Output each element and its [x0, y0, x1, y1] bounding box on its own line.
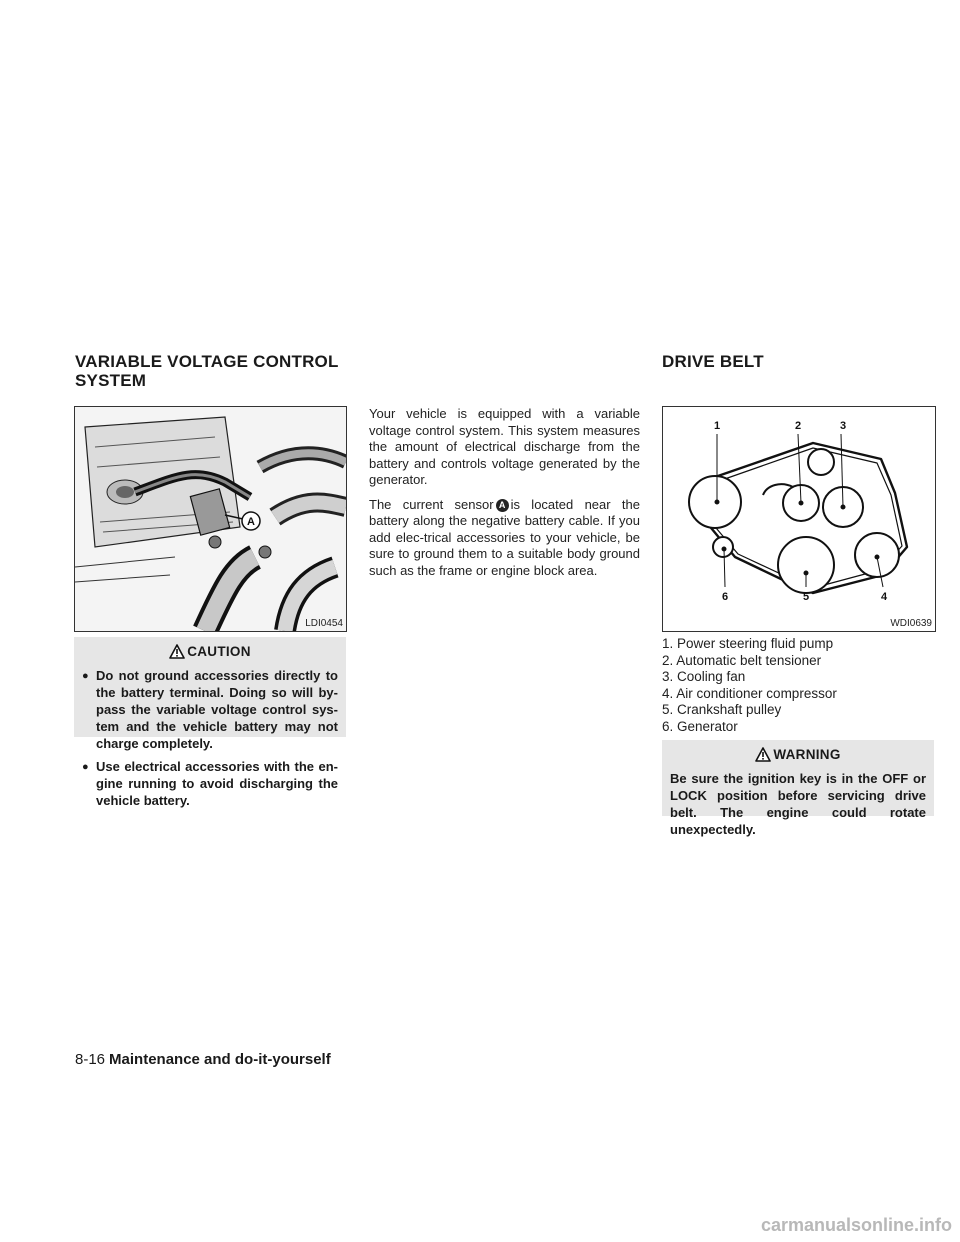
heading-drive-belt-text: DRIVE BELT: [662, 352, 764, 371]
warning-triangle-icon: [169, 644, 185, 663]
middle-body-text: [369, 406, 640, 587]
caution-item-text-2: Use electrical accessories with the en-gine running to avoid discharging the vehicle battery.: [96, 759, 338, 808]
section-heading-variable-voltage: [75, 352, 339, 390]
caution-item: [74, 667, 346, 758]
legend-item: 6. Generator: [662, 718, 738, 734]
diagram-label-2: 2: [794, 420, 802, 432]
warning-triangle-icon: [755, 747, 771, 766]
diagram-label-3: 3: [839, 420, 847, 432]
footer-section-title: Maintenance and do-it-yourself: [109, 1051, 331, 1068]
heading-line-1: VARIABLE VOLTAGE CONTROL: [75, 352, 339, 371]
drive-belt-legend: [662, 636, 837, 735]
caution-title: [74, 637, 346, 667]
heading-line-2: SYSTEM: [75, 371, 147, 390]
drive-belt-figure: [662, 406, 936, 632]
callout-a-label: A: [247, 516, 255, 528]
sensor-a-marker: A: [496, 499, 509, 512]
warning-text: Be sure the ignition key is in the OFF or LOCK position before servicing drive belt. The engine could rotate unexpectedly.: [670, 771, 926, 837]
caution-title-label: CAUTION: [187, 644, 251, 659]
warning-box: [662, 740, 934, 837]
legend-item: 5. Crankshaft pulley: [662, 702, 782, 717]
section-heading-drive-belt: [662, 352, 764, 371]
paragraph-1: Your vehicle is equipped with a variable voltage control system. This system measures the amount of electrical discharge from the battery and controls voltage generated by the generator.: [369, 406, 640, 487]
drive-belt-diagram: [663, 407, 935, 631]
figure-code-left: LDI0454: [305, 618, 343, 629]
watermark: carmanualsonline.info: [760, 1215, 952, 1235]
paragraph-2-after: is located near the battery along the negative battery cable. If you add elec-trical accessories to your vehicle, be sure to ground them to a suitable body ground such as the frame or engine block area.: [369, 496, 641, 578]
diagram-label-5: 5: [802, 591, 810, 603]
caution-item-text-1: Do not ground accessories directly to the battery terminal. Doing so will by-pass the variable voltage control sys-tem and the vehicle battery may not charge completely.: [96, 668, 338, 751]
diagram-label-1: 1: [713, 420, 721, 432]
caution-box: [74, 637, 346, 808]
legend-item: 1. Power steering fluid pump: [662, 636, 834, 651]
diagram-label-4: 4: [880, 591, 888, 603]
paragraph-2-before: The current sensor: [369, 496, 494, 512]
page-footer: [75, 1051, 331, 1068]
legend-item: 3. Cooling fan: [662, 669, 746, 684]
caution-item: [74, 758, 346, 815]
engine-bay-illustration: [75, 407, 346, 631]
warning-title-label: WARNING: [773, 747, 841, 762]
paragraph-2: [369, 497, 640, 580]
bullet-icon: ●: [82, 761, 89, 773]
page-number: 8-16: [75, 1051, 106, 1068]
legend-item: 4. Air conditioner compressor: [662, 685, 837, 701]
legend-item: 2. Automatic belt tensioner: [662, 652, 822, 668]
figure-code-right: WDI0639: [890, 618, 932, 629]
bullet-icon: ●: [82, 670, 89, 682]
pulley-idler: [808, 449, 834, 475]
warning-title: [662, 740, 934, 770]
battery-sensor-figure: [74, 406, 347, 632]
diagram-label-6: 6: [721, 591, 729, 603]
